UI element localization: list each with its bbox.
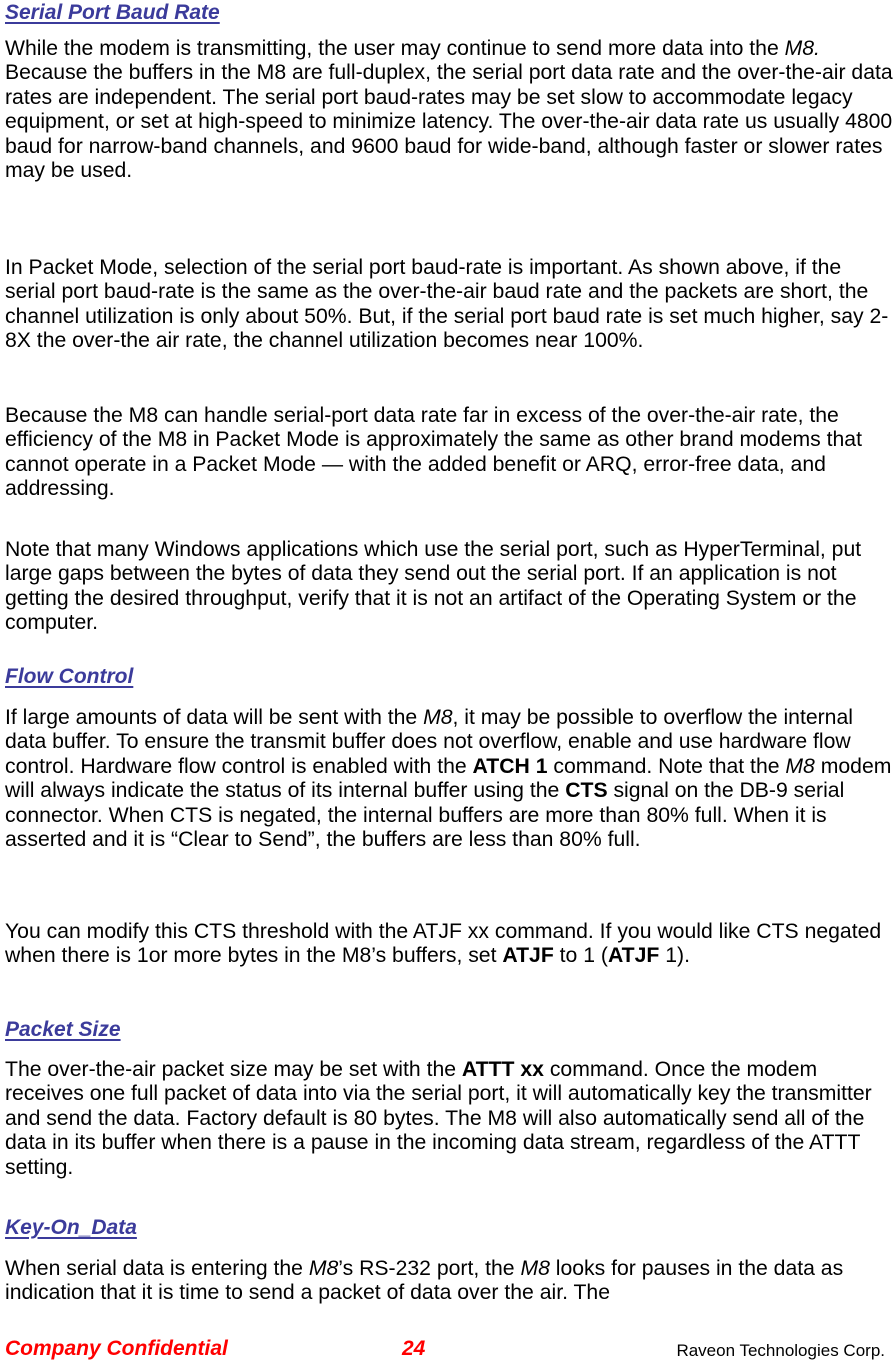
heading-flow-control: Flow Control [5, 665, 134, 688]
paragraph-packet-1: The over-the-air packet size may be set with the ATTT xx command. Once the modem receives one full packet of data into via the serial port, it will automatically key the transmitter and send the data. Factory default is 80 bytes. The M8 will also automatically send all of the data in its buffer when there is a pause in the incoming data stream, regardless of the ATTT setting. [5, 1058, 872, 1179]
paragraph-flow-2: You can modify this CTS threshold with the ATJF xx command. If you would like CTS negated when there is 1or more bytes in the M8’s buffers, set ATJF to 1 (ATJF 1). [5, 920, 882, 968]
paragraph-serial-3: Because the M8 can handle serial-port data rate far in excess of the over-the-air rate, the efficiency of the M8 in Packet Mode is approximately the same as other brand modems that cannot operate in a Packet Mode — with the added benefit or ARQ, error-free data, and addressing. [5, 404, 862, 501]
page-footer [5, 1337, 885, 1363]
paragraph-serial-4: Note that many Windows applications which use the serial port, such as HyperTerminal, put large gaps between the bytes of data they send out the serial port. If an application is not getting the desired throughput, verify that it is not an artifact of the Operating System or the computer. [5, 538, 862, 635]
paragraph-key-on-data-1: When serial data is entering the M8’s RS-232 port, the M8 looks for pauses in the data as indication that it is time to send a packet of data over the air. The [5, 1257, 844, 1305]
heading-key-on-data: Key-On_Data [5, 1216, 137, 1239]
heading-serial-port-baud-rate: Serial Port Baud Rate [5, 1, 220, 24]
footer-company: Raveon Technologies Corp. [676, 1341, 885, 1360]
paragraph-serial-1: While the modem is transmitting, the user may continue to send more data into the M8. Because the buffers in the M8 are full-duplex, the serial port data rate and the over-the-air data rates are independent. The serial port baud-rates may be set slow to accommodate legacy equipment, or set at high-speed to minimize latency. The over-the-air data rate us usually 4800 baud for narrow-band channels, and 9600 baud for wide-band, although faster or slower rates may be used. [5, 37, 893, 183]
heading-packet-size: Packet Size [5, 1018, 121, 1041]
paragraph-serial-2: In Packet Mode, selection of the serial port baud-rate is important. As shown above, if the serial port baud-rate is the same as the over-the-air baud rate and the packets are short, the channel utilization is only about 50%. But, if the serial port baud rate is set much higher, say 2-8X the over-the air rate, the channel utilization becomes near 100%. [5, 256, 889, 353]
footer-confidential: Company Confidential [5, 1337, 228, 1360]
paragraph-flow-1: If large amounts of data will be sent with the M8, it may be possible to overflow the internal data buffer. To ensure the transmit buffer does not overflow, enable and use hardware flow control. Hardware flow control is enabled with the ATCH 1 command. Note that the M8 modem will always indicate the status of its internal buffer using the CTS signal on the DB-9 serial connector. When CTS is negated, the internal buffers are more than 80% full. When it is asserted and it is “Clear to Send”, the buffers are less than 80% full. [5, 706, 892, 852]
footer-page-number: 24 [402, 1337, 426, 1360]
